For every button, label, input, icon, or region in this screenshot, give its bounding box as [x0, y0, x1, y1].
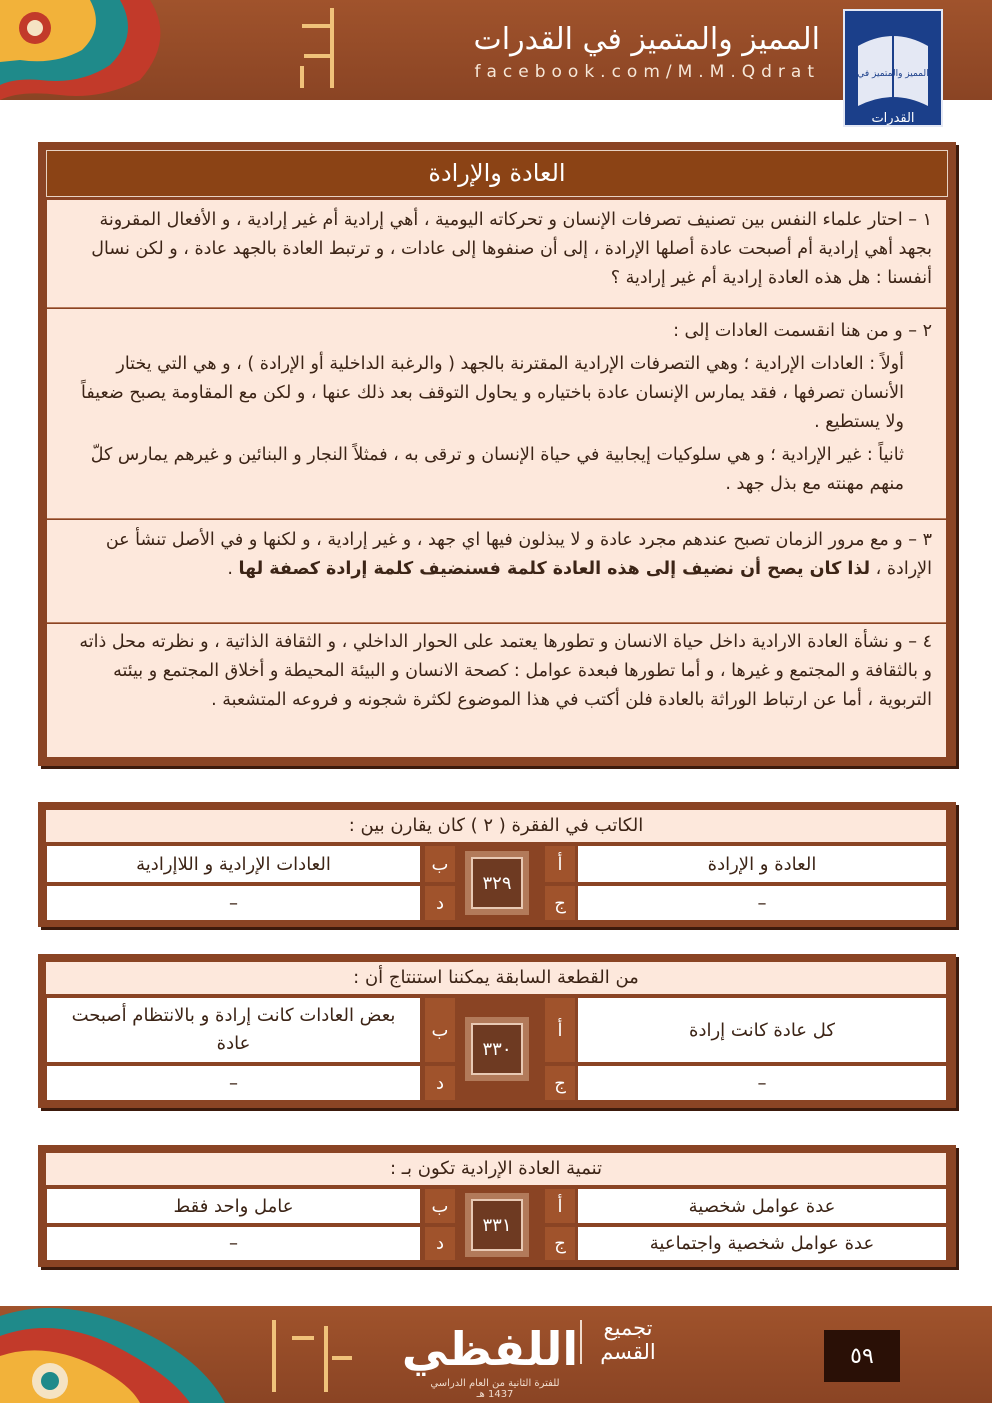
section-name: اللفظي — [401, 1322, 579, 1376]
option-d-letter: د — [425, 886, 455, 920]
ornament-decoration — [0, 0, 175, 100]
option-c[interactable]: عدة عوامل شخصية واجتماعية — [578, 1227, 946, 1260]
logo-text-bottom: القدرات — [871, 111, 915, 126]
option-c-letter: ج — [545, 1066, 575, 1100]
brand-mark-icon — [290, 4, 350, 92]
option-d-letter: د — [425, 1227, 455, 1260]
question-stem: الكاتب في الفقرة ( ٢ ) كان يقارن بين : — [46, 810, 946, 842]
question-number: ٣٣١ — [482, 1214, 512, 1236]
logo-text-top: المميز والمتميز في — [857, 69, 929, 79]
option-b-letter: ب — [425, 1189, 455, 1223]
paragraph-4-text: ٤ – و نشأة العادة الارادية داخل حياة الانسان و تطورها يعتمد على الحوار الداخلي ، و الثقافة الذاتية ، و نظرته محل ذاته و بالثقافة و المجتمع و غيرها ، و أما تطورها فبعدة عوامل : كصحة الانسان و البيئة المحيطة و أخلاق المجتمع و بيئته التربوية ، أما عن ارتباط الوراثة بالعادة فلن أكتب في هذا الموضوع لكثرة شجونه و فروعه المتشعبة . — [79, 632, 932, 710]
question-number: ٣٢٩ — [482, 872, 512, 894]
option-a-letter: أ — [545, 1189, 575, 1223]
option-c-letter: ج — [545, 1227, 575, 1260]
question-number-badge — [464, 850, 530, 916]
option-b[interactable]: العادات الإرادية و اللاإرادية — [47, 846, 420, 882]
site-url[interactable]: facebook.com/M.M.Qdrat — [474, 62, 820, 82]
option-d-letter: د — [425, 1066, 455, 1100]
option-a-letter: أ — [545, 846, 575, 882]
option-d[interactable]: – — [47, 886, 420, 920]
paragraph-4 — [47, 624, 946, 757]
paragraph-2-intro: ٢ – و من هنا انقسمت العادات إلى : — [673, 321, 932, 341]
option-c[interactable]: – — [578, 1066, 946, 1100]
book-logo-icon — [840, 6, 946, 130]
paragraph-3-bold: لذا كان يصح أن نضيف إلى هذه العادة كلمة فسنضيف كلمة إرادة كصفة لها — [238, 559, 871, 579]
question-number: ٣٣٠ — [482, 1038, 512, 1060]
question-number-badge — [464, 1016, 530, 1082]
option-a[interactable]: كل عادة كانت إرادة — [578, 998, 946, 1062]
collection-label: تجميع القسم — [600, 1316, 656, 1364]
option-b[interactable]: عامل واحد فقط — [47, 1189, 420, 1223]
paragraph-3-start: ٣ – و مع مرور الزمان تصبح عندهم مجرد عادة و لا يبذلون فيها اي جهد ، و غير إرادية ، و لكنها و في الأصل تنشأ عن الإرادة ، — [105, 530, 932, 579]
paragraph-2-first: أولاً : العادات الإرادية ؛ وهي التصرفات الإرادية المقترنة بالجهد ( والرغبة الداخلية أو الإرادة ) ، و هي التي يختار الأنسان تصرفها ، فقد يمارس الإنسان عادة باختياره و يحاول التوقف بعد ذلك عنها ، و لكن مع المقاومة يصبح ضعيفاً ولا يستطيع . — [81, 354, 904, 432]
option-a-letter: أ — [545, 998, 575, 1062]
option-d[interactable]: – — [47, 1066, 420, 1100]
option-a[interactable]: عدة عوامل شخصية — [578, 1189, 946, 1223]
divider — [580, 1320, 582, 1364]
paragraph-2 — [47, 309, 946, 519]
option-d[interactable]: – — [47, 1227, 420, 1260]
option-b-letter: ب — [425, 846, 455, 882]
paragraph-1-text: ١ – احتار علماء النفس بين تصنيف تصرفات الإنسان و تحركاته اليومية ، أهي إرادية أم غير إرادية ، و الأفعال المقرونة بجهد أهي إرادية أم أصبحت عادة أصلها الإرادة ، إلى أن صنفوها إلى عادات ، و ترتبط العادة بالجهد عادة ، و لكن نسال أنفسنا : هل هذه العادة إرادية أم غير إرادية ؟ — [91, 210, 932, 288]
logo — [840, 6, 946, 130]
paragraph-1 — [47, 200, 946, 308]
question-stem: من القطعة السابقة يمكننا استنتاج أن : — [46, 962, 946, 994]
question-stem: تنمية العادة الإرادية تكون بـ : — [46, 1153, 946, 1185]
site-title: المميز والمتميز في القدرات — [473, 22, 820, 57]
option-b[interactable]: بعض العادات كانت إرادة و بالانتظام أصبحت عادة — [47, 998, 420, 1062]
option-b-letter: ب — [425, 998, 455, 1062]
paragraph-2-second: ثانياً : غير الإرادية ؛ و هي سلوكيات إيجابية في حياة الإنسان و ترقى به ، فمثلاً النجار و البنائين و غيرهم يمارس كلّ منهم مهنته مع بذل جهد . — [90, 445, 904, 494]
ornament-decoration — [0, 1296, 230, 1403]
paragraph-3-end: . — [227, 559, 233, 579]
period-note: للفترة الثانية من العام الدراسي 1437 هـ — [430, 1378, 560, 1400]
page-number: ٥٩ — [824, 1330, 900, 1382]
paragraph-3 — [47, 520, 946, 623]
option-c-letter: ج — [545, 886, 575, 920]
option-c[interactable]: – — [578, 886, 946, 920]
passage-title: العادة والإرادة — [46, 150, 948, 197]
option-a[interactable]: العادة و الإرادة — [578, 846, 946, 882]
question-number-badge — [464, 1192, 530, 1258]
brand-mark-icon — [262, 1316, 358, 1396]
